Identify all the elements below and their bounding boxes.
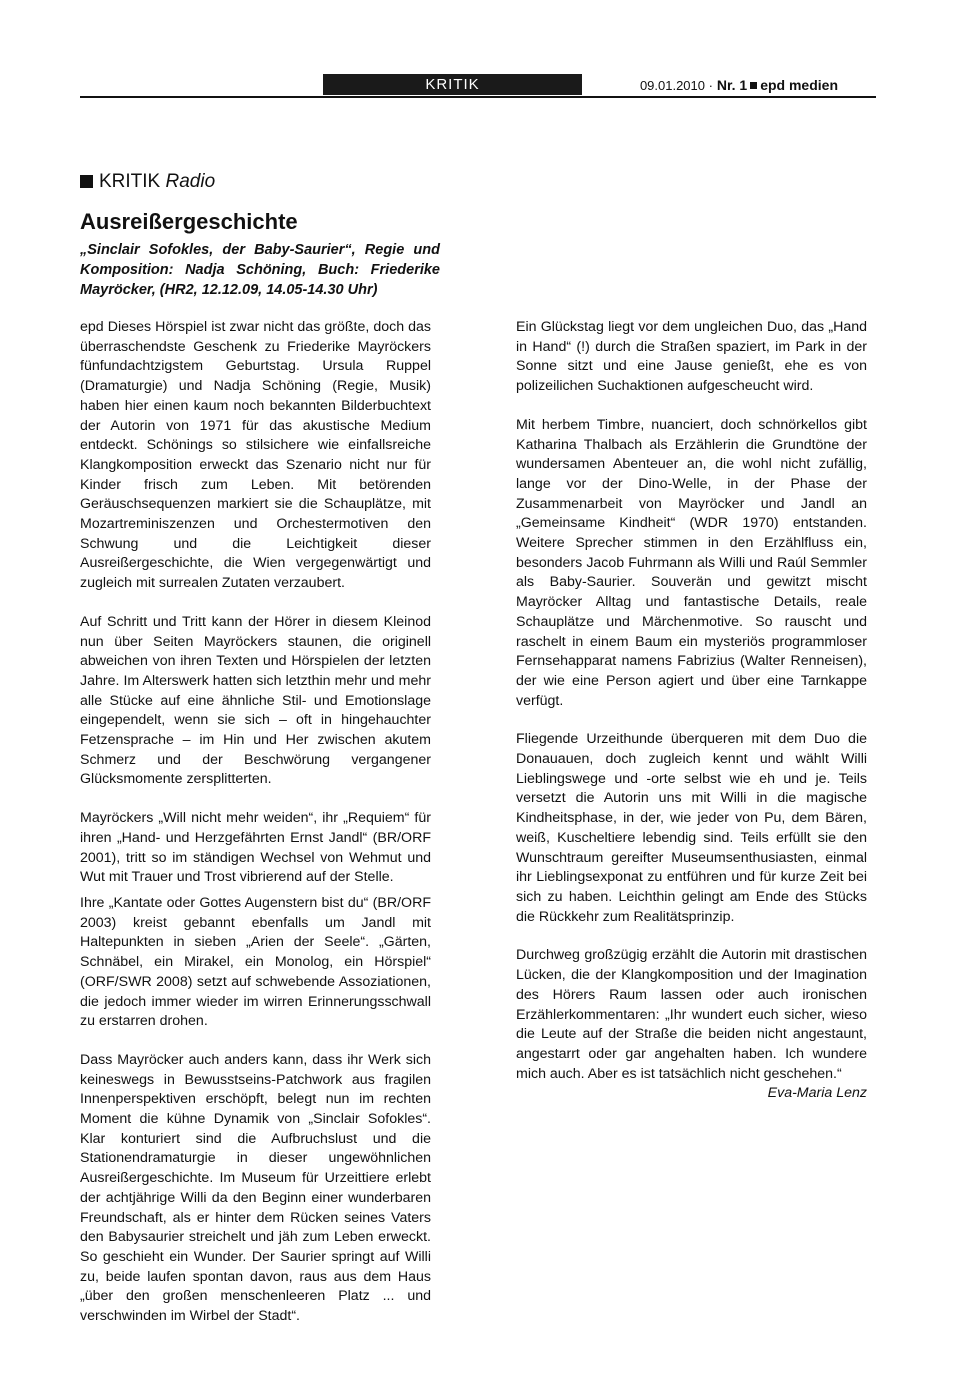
issue-line <box>640 76 838 95</box>
author-signature: Eva-Maria Lenz <box>767 1085 867 1102</box>
paragraph: Dass Mayröcker auch anders kann, dass ihr Werk sich keineswegs in Bewusstseins-Patchwork aus fragilen Innenperspektiven erschöpft, belegt nun im rechten Moment die kühne Dynamik von „Sinclair Sofokles“. Klar konturiert sind die Aufbruchslust und die Stationendramaturgie in dieser ungewöhnlichen Ausreißergeschichte. Im Museum für Urzeittiere erlebt der achtjährige Willi da den Beginn einer wunderbaren Freundschaft, als er hinter dem Rücken seines Vaters den Babysaurier streichelt und jäh zum Leben erweckt. So geschieht ein Wunder. Der Saurier springt auf Willi zu, beide laufen spontan davon, raus aus dem Haus „über den großen menschenleeren Platz ... und verschwinden im Wirbel der Stadt“. <box>80 1051 431 1325</box>
article-column-right <box>516 318 867 1104</box>
section-kritik: KRITIK <box>99 171 161 192</box>
publication-name: epd medien <box>760 77 838 93</box>
section-label <box>80 171 215 193</box>
paragraph: epd Dieses Hörspiel ist zwar nicht das größte, doch das überraschendste Geschenk zu Friederike Mayröckers fünfundachtzigstem Geburtstag. Ursula Ruppel (Dramaturgie) und Nadja Schöning (Regie, Musik) haben hier einen kaum noch bekannten Bilderbuchtext der Autorin von 1971 für das akustische Medium entdeckt. Schönings so stilsichere wie einfallsreiche Klangkomposition erweckt das Szenario nicht nur für Kinder frisch zum Leben. Mit betörenden Geräuschsequenzen markiert sie die Schauplätze, mit Mozartreminiszenzen und Orchestermotiven den Schwung und die Leichtigkeit dieser Ausreißergeschichte, die Wien vergegenwärtigt und zugleich mit surrealen Zutaten verzaubert. <box>80 319 431 592</box>
paragraph: Auf Schritt und Tritt kann der Hörer in diesem Kleinod nun über Seiten Mayröckers staunen, die originell abweichen von ihren Texten und Hörspielen der letzten Jahre. Im Alterswerk hatten sich letzthin mehr und mehr alle Stücke auf eine ähnliche Stil- und Emotionslage eingependelt, wenn sie sich – oft in hingehauchter Fetzensprache – im Hin und Her zwischen akutem Schmerz und der Beschwörung vergangener Glücksmomente zersplitterten. <box>80 613 431 788</box>
article-title: Ausreißergeschichte <box>80 209 298 234</box>
paragraph: Durchweg großzügig erzählt die Autorin mit drastischen Lücken, die der Klangkomposition und der Imagination des Hörers Raum lassen oder auch ironischen Erzählerkommentaren: „Ihr wundert euch sicher, wieso die Leute auf der Straße die beiden nicht angestaunt, angestarrt oder gar angehalten haben. Ich wundere mich auch. Aber es ist tatsächlich nicht geschehen.“ <box>516 947 867 1082</box>
article-subtitle: „Sinclair Sofokles, der Baby-Saurier“, Regie und Komposition: Nadja Schöning, Buch: Friederike Mayröcker, (HR2, 12.12.09, 14.05-14.30 Uhr) <box>80 242 440 298</box>
issue-date: 09.01.2010 · <box>639 78 713 93</box>
paragraph: Ihre „Kantate oder Gottes Augenstern bist du“ (BR/ORF 2003) kreist gebannt ebenfalls um Jandl mit Haltepunkten in sieben „Arien der Seele“. „Gärten, Schnäbel, ein Mirakel, ein Monolog, ein Hörspiel“ (ORF/SWR 2008) setzt auf schwebende Assoziationen, die jedoch immer wieder im wirren Erinnerungsschwall zu erstarren drohen. <box>80 894 431 1030</box>
page-header <box>80 74 876 98</box>
article-column-left <box>80 318 431 1346</box>
paragraph: Ein Glückstag liegt vor dem ungleichen Duo, das „Hand in Hand“ (!) durch die Straßen spaziert, im Park in der Sonne sitzt und eine Jause genießt, ehe es von polizeilichen Suchaktionen aufgescheucht wird. <box>516 319 867 395</box>
paragraph: Mayröckers „Will nicht mehr weiden“, ihr „Requiem“ für ihren „Hand- und Herzgefährten Ernst Jandl“ (BR/ORF 2001), tritt so im ständigen Wechsel von Wehmut und Wut mit Trauer und Trost vibrierend auf der Stelle. <box>80 810 431 886</box>
square-bullet-icon <box>80 175 93 188</box>
issue-number: Nr. 1 <box>716 77 748 93</box>
paragraph: Mit herbem Timbre, nuanciert, doch schnörkellos gibt Katharina Thalbach als Erzählerin die Grundtöne der wundersamen Abenteuer an, die wohl nicht zufällig, lange vor der Dino-Welle, in der Phase der Zusammenarbeit von Mayröcker und Jandl an „Gemeinsame Kindheit“ (WDR 1970) entstanden. Weitere Sprecher stimmen in den Erzählfluss ein, besonders Jacob Fuhrmann als Willi und Raúl Semmler als Baby-Saurier. Souverän und gewitzt mischt Mayröcker Alltag und fantastische Details, reale Schauplätze und Märchenmotive. So rauscht und raschelt in einem Baum ein mysteriös programmloser Fernsehapparat namens Fabrizius (Walter Renneisen), der wie eine Person agiert und über eine Tarnkappe verfügt. <box>516 416 867 709</box>
section-tab: KRITIK <box>323 74 582 95</box>
square-bullet-icon <box>750 82 757 89</box>
paragraph: Fliegende Urzeithunde überqueren mit dem Duo die Donauauen, doch zugleich kennt und wählt Willi Lieblingswege und -orte selbst wie eh und je. Teils versetzt die Autorin uns mit Willi in die magische Kindheitsphase, in der, wie jeder von Pu, dem Bären, weiß, Kuscheltiere lebendig sind. Teils erfüllt sie den Wunschtraum gereifter Museumsenthusiasten, einmal ihr Lieblingsexponat zu entführen und für kurze Zeit bei sich zu haben. Leichthin gelingt am Ende des Stücks die Rückkehr zum Realitätsprinzip. <box>516 731 867 925</box>
section-category: Radio <box>165 171 216 192</box>
